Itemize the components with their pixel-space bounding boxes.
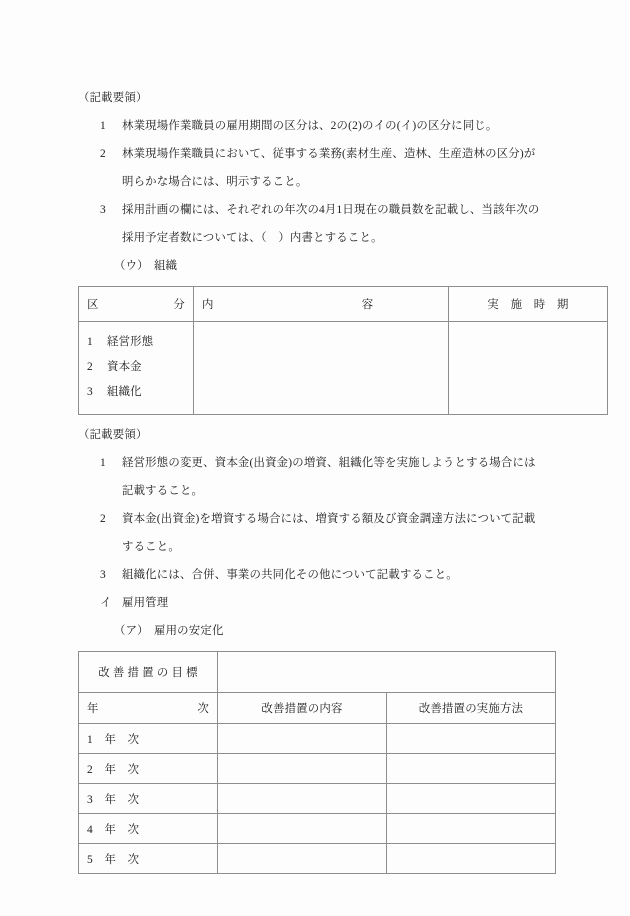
year-label-cell: 5 年 次 bbox=[79, 844, 218, 874]
subsection-title: 雇用の安定化 bbox=[154, 625, 224, 637]
year-label-cell: 2 年 次 bbox=[79, 754, 218, 784]
subsection-marker: イ bbox=[100, 597, 112, 609]
table-body-row bbox=[79, 322, 608, 415]
kubun-item-number: 3 bbox=[87, 386, 93, 398]
section-two-item-1 bbox=[100, 449, 558, 477]
year-label-cell: 3 年 次 bbox=[79, 784, 218, 814]
item-number: 2 bbox=[100, 513, 106, 525]
header-cell-naiyo bbox=[194, 287, 449, 322]
kubun-items-cell bbox=[79, 322, 194, 415]
year-content-cell[interactable] bbox=[218, 814, 387, 844]
item-number: 2 bbox=[100, 148, 106, 160]
subsection-a-heading bbox=[114, 617, 558, 645]
item-text: 採用計画の欄には、それぞれの年次の4月1日現在の職員数を記載し、当該年次の bbox=[122, 204, 540, 216]
naiyo-entry-cell[interactable] bbox=[194, 322, 449, 415]
jiki-entry-cell[interactable] bbox=[449, 322, 608, 415]
section-two-heading: （記載要領） bbox=[78, 429, 148, 441]
employment-improvement-table bbox=[78, 651, 556, 874]
year-method-cell[interactable] bbox=[387, 754, 556, 784]
header-cell-jiki bbox=[449, 287, 608, 322]
subsection-u-heading bbox=[114, 252, 558, 280]
table-subheader-row bbox=[79, 693, 556, 724]
item-text: 経営形態の変更、資本金(出資金)の増資、組織化等を実施しようとする場合には bbox=[122, 457, 536, 469]
kubun-item-label: 経営形態 bbox=[107, 336, 154, 348]
item-text: 林業現場作業職員の雇用期間の区分は、2の(2)のイの(イ)の区分に同じ。 bbox=[122, 120, 498, 132]
header-cell-improvement-content bbox=[218, 693, 387, 724]
item-text: 資本金(出資金)を増資する場合には、増資する額及び資金調達方法について記載 bbox=[122, 513, 536, 525]
year-content-cell[interactable] bbox=[218, 844, 387, 874]
subsection-title: 組織 bbox=[154, 260, 178, 272]
table-row bbox=[79, 814, 556, 844]
subsection-marker: （ア） bbox=[114, 625, 149, 637]
section-one-item-2-cont: 明らかな場合には、明示すること。 bbox=[122, 176, 308, 188]
document-content bbox=[78, 84, 569, 874]
organization-table bbox=[78, 286, 608, 415]
item-number: 1 bbox=[100, 120, 106, 132]
table-row bbox=[79, 784, 556, 814]
section-one-item-2 bbox=[100, 140, 558, 168]
header-label-nenji: 年 次 bbox=[87, 703, 209, 715]
subsection-i-heading bbox=[100, 589, 558, 617]
kubun-item bbox=[87, 330, 185, 355]
header-label-improvement-method: 改善措置の実施方法 bbox=[418, 703, 524, 715]
kubun-item-number: 1 bbox=[87, 336, 93, 348]
item-text: 組織化には、合併、事業の共同化その他について記載すること。 bbox=[122, 569, 458, 581]
table-header-row bbox=[79, 287, 608, 322]
kubun-item-label: 資本金 bbox=[107, 361, 142, 373]
year-method-cell[interactable] bbox=[387, 814, 556, 844]
goal-row bbox=[79, 652, 556, 693]
section-one-item-3 bbox=[100, 196, 558, 224]
header-cell-improvement-method bbox=[387, 693, 556, 724]
section-two-item-1-cont: 記載すること。 bbox=[122, 485, 204, 497]
header-cell-nenji bbox=[79, 693, 218, 724]
header-label-improvement-content: 改善措置の内容 bbox=[261, 703, 343, 715]
goal-label-cell bbox=[79, 652, 218, 693]
kubun-item-label: 組織化 bbox=[107, 386, 142, 398]
section-two-item-3 bbox=[100, 561, 558, 589]
year-label-cell: 4 年 次 bbox=[79, 814, 218, 844]
item-number: 3 bbox=[100, 569, 106, 581]
section-one-item-1 bbox=[100, 112, 558, 140]
year-content-cell[interactable] bbox=[218, 784, 387, 814]
subsection-title: 雇用管理 bbox=[122, 597, 169, 609]
kubun-item-number: 2 bbox=[87, 361, 93, 373]
item-number: 1 bbox=[100, 457, 106, 469]
kubun-item bbox=[87, 355, 185, 380]
header-label-jiki: 実 施 時 期 bbox=[487, 299, 569, 311]
section-two-item-2-cont: すること。 bbox=[122, 541, 180, 553]
section-two-item-2 bbox=[100, 505, 558, 533]
section-one-heading: （記載要領） bbox=[78, 92, 148, 104]
year-method-cell[interactable] bbox=[387, 784, 556, 814]
table-row bbox=[79, 724, 556, 754]
section-one-item-3-cont: 採用予定者数については、（ ）内書とすること。 bbox=[122, 232, 383, 244]
goal-label-text: 改 善 措 置 の 目 標 bbox=[98, 667, 198, 679]
year-label-cell: 1 年 次 bbox=[79, 724, 218, 754]
item-number: 3 bbox=[100, 204, 106, 216]
table-row bbox=[79, 844, 556, 874]
kubun-item bbox=[87, 380, 185, 405]
year-method-cell[interactable] bbox=[387, 724, 556, 754]
year-method-cell[interactable] bbox=[387, 844, 556, 874]
table-row bbox=[79, 754, 556, 784]
year-content-cell[interactable] bbox=[218, 754, 387, 784]
header-cell-kubun bbox=[79, 287, 194, 322]
year-content-cell[interactable] bbox=[218, 724, 387, 754]
subsection-marker: （ウ） bbox=[114, 260, 149, 272]
item-text: 林業現場作業職員において、従事する業務(素材生産、造林、生産造林の区分)が bbox=[122, 148, 536, 160]
goal-entry-cell[interactable] bbox=[218, 652, 556, 693]
header-label-naiyo: 内 容 bbox=[202, 299, 374, 311]
header-label-kubun: 区 分 bbox=[87, 299, 185, 311]
